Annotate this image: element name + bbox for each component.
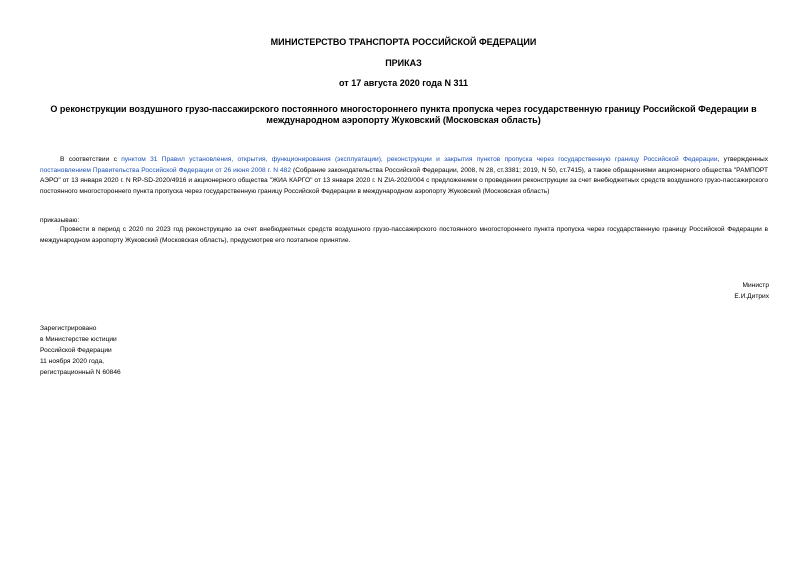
signatory-name: Е.И.Дитрих: [734, 293, 769, 300]
preamble-paragraph: [40, 155, 768, 197]
registration-line: 11 ноября 2020 года,: [40, 358, 104, 365]
document-title: О реконструкции воздушного грузо-пассажирского постоянного многостороннего пункта пропуска через государственную границу Российской Федерации в международном аэропорту Жуковский (Московская область): [50, 104, 757, 125]
registration-line: регистрационный N 60846: [40, 369, 121, 376]
signatory-position: Министр: [742, 282, 769, 289]
orders-word: приказываю:: [40, 217, 80, 224]
date-number-heading: от 17 августа 2020 года N 311: [339, 78, 468, 88]
registration-line: в Министерстве юстиции: [40, 336, 117, 343]
registration-line: Зарегистрировано: [40, 325, 97, 332]
preamble-text-2: , утвержденных: [717, 156, 768, 163]
registration-line: Российской Федерации: [40, 347, 112, 354]
registration-block: [40, 323, 121, 378]
ministry-heading: МИНИСТЕРСТВО ТРАНСПОРТА РОССИЙСКОЙ ФЕДЕРАЦИИ: [270, 37, 537, 47]
preamble-text-3: (Собрание законодательства Российской Федерации, 2008, N 28, ст.3381; 2019, N 50, ст.7415), а также обращениями акционерного общества "РАМПОРТ АЭРО" от 13 января 2020 г. N RP-SD-2020/4916 и акционерного общества "ЖИА КАРГО" от 13 января 2020 г. N ZIA-2020/004 с предложением о проведении реконструкции за счет внебюджетных средств воздушного грузо-пассажирского постоянного многостороннего пункта пропуска через государственную границу Российской Федерации в международном аэропорту Жуковский (Московская область): [40, 166, 768, 195]
resolution-link[interactable]: постановлением Правительства Российской Федерации от 26 июня 2008 г. N 482: [40, 166, 291, 174]
preamble-text-1: В соответствии с: [60, 156, 122, 163]
order-body-paragraph: Провести в период с 2020 по 2023 год реконструкцию за счет внебюджетных средств воздушного грузо-пассажирского постоянного многостороннего пункта пропуска через государственную границу Российской Федерации в международном аэропорту Жуковский (Московская область), предусмотрев его поэтапное принятие.: [40, 226, 768, 244]
rules-link[interactable]: пунктом 31 Правил установления, открытия, функционирования (эксплуатации), реконструкции и закрытия пунктов пропуска через государственную границу Российской Федерации: [121, 156, 718, 163]
document-type-heading: ПРИКАЗ: [385, 58, 422, 68]
